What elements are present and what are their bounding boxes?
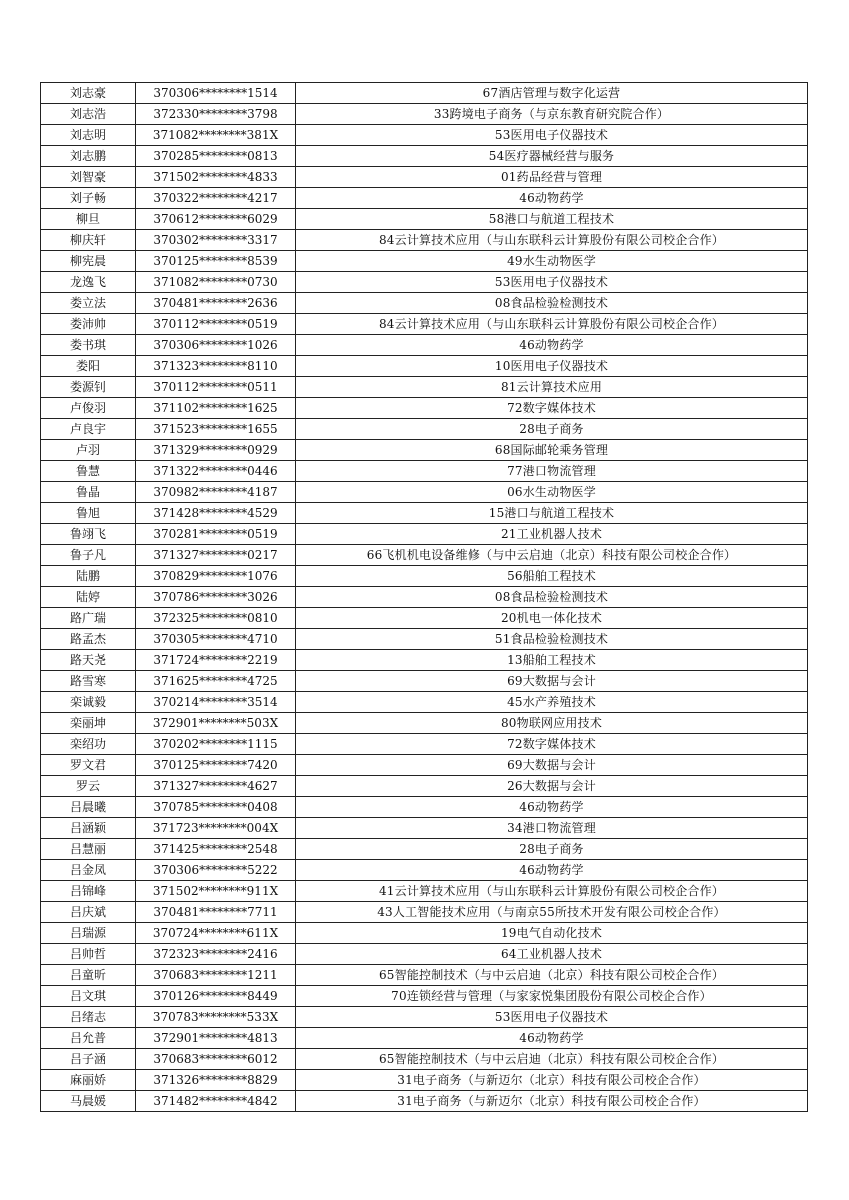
student-name-cell: 柳旦 (41, 209, 136, 230)
id-number-cell: 370285********0813 (136, 146, 296, 167)
table-row (41, 440, 808, 461)
id-number-cell: 370683********1211 (136, 965, 296, 986)
table-row (41, 209, 808, 230)
major-cell: 69大数据与会计 (296, 755, 808, 776)
major-cell: 53医用电子仪器技术 (296, 125, 808, 146)
major-cell: 33跨境电子商务（与京东教育研究院合作） (296, 104, 808, 125)
table-row (41, 1028, 808, 1049)
table-row (41, 881, 808, 902)
table-row (41, 944, 808, 965)
major-cell: 46动物药学 (296, 188, 808, 209)
table-row (41, 923, 808, 944)
id-number-cell: 370306********1026 (136, 335, 296, 356)
table-row (41, 83, 808, 104)
id-number-cell: 371724********2219 (136, 650, 296, 671)
id-number-cell: 371625********4725 (136, 671, 296, 692)
major-cell: 51食品检验检测技术 (296, 629, 808, 650)
major-cell: 01药品经营与管理 (296, 167, 808, 188)
id-number-cell: 371326********8829 (136, 1070, 296, 1091)
id-number-cell: 370724********611X (136, 923, 296, 944)
table-row (41, 167, 808, 188)
major-cell: 49水生动物医学 (296, 251, 808, 272)
id-number-cell: 371082********381X (136, 125, 296, 146)
major-cell: 80物联网应用技术 (296, 713, 808, 734)
major-cell: 72数字媒体技术 (296, 398, 808, 419)
student-name-cell: 柳宪晨 (41, 251, 136, 272)
id-number-cell: 371502********911X (136, 881, 296, 902)
student-name-cell: 刘志浩 (41, 104, 136, 125)
id-number-cell: 370125********8539 (136, 251, 296, 272)
table-row (41, 692, 808, 713)
table-row (41, 713, 808, 734)
id-number-cell: 370126********8449 (136, 986, 296, 1007)
table-row (41, 146, 808, 167)
major-cell: 77港口物流管理 (296, 461, 808, 482)
major-cell: 53医用电子仪器技术 (296, 272, 808, 293)
student-name-cell: 吕庆斌 (41, 902, 136, 923)
student-name-cell: 马晨媛 (41, 1091, 136, 1112)
table-row (41, 293, 808, 314)
major-cell: 06水生动物医学 (296, 482, 808, 503)
id-number-cell: 370202********1115 (136, 734, 296, 755)
table-row (41, 377, 808, 398)
id-number-cell: 372323********2416 (136, 944, 296, 965)
major-cell: 53医用电子仪器技术 (296, 1007, 808, 1028)
student-name-cell: 陆婷 (41, 587, 136, 608)
id-number-cell: 371082********0730 (136, 272, 296, 293)
id-number-cell: 370783********533X (136, 1007, 296, 1028)
table-row (41, 986, 808, 1007)
student-name-cell: 刘智豪 (41, 167, 136, 188)
table-row (41, 482, 808, 503)
student-name-cell: 栾诚毅 (41, 692, 136, 713)
table-row (41, 734, 808, 755)
id-number-cell: 370982********4187 (136, 482, 296, 503)
id-number-cell: 370322********4217 (136, 188, 296, 209)
student-name-cell: 刘志豪 (41, 83, 136, 104)
student-name-cell: 栾丽坤 (41, 713, 136, 734)
table-row (41, 335, 808, 356)
id-number-cell: 370306********1514 (136, 83, 296, 104)
table-row (41, 902, 808, 923)
major-cell: 31电子商务（与新迈尔（北京）科技有限公司校企合作） (296, 1070, 808, 1091)
major-cell: 81云计算技术应用 (296, 377, 808, 398)
table-row (41, 461, 808, 482)
student-name-cell: 鲁慧 (41, 461, 136, 482)
student-name-cell: 娄阳 (41, 356, 136, 377)
student-name-cell: 刘志明 (41, 125, 136, 146)
table-row (41, 1070, 808, 1091)
student-name-cell: 吕晨曦 (41, 797, 136, 818)
id-number-cell: 370481********7711 (136, 902, 296, 923)
student-name-cell: 龙逸飞 (41, 272, 136, 293)
student-name-cell: 栾绍功 (41, 734, 136, 755)
student-name-cell: 吕允普 (41, 1028, 136, 1049)
major-cell: 46动物药学 (296, 797, 808, 818)
major-cell: 56船舶工程技术 (296, 566, 808, 587)
id-number-cell: 370214********3514 (136, 692, 296, 713)
id-number-cell: 371428********4529 (136, 503, 296, 524)
id-number-cell: 371523********1655 (136, 419, 296, 440)
student-name-cell: 鲁旭 (41, 503, 136, 524)
student-name-cell: 卢羽 (41, 440, 136, 461)
id-number-cell: 371329********0929 (136, 440, 296, 461)
table-row (41, 398, 808, 419)
student-name-cell: 陆鹏 (41, 566, 136, 587)
id-number-cell: 370786********3026 (136, 587, 296, 608)
major-cell: 19电气自动化技术 (296, 923, 808, 944)
student-name-cell: 吕慧丽 (41, 839, 136, 860)
id-number-cell: 371482********4842 (136, 1091, 296, 1112)
student-name-cell: 刘志鹏 (41, 146, 136, 167)
major-cell: 84云计算技术应用（与山东联科云计算股份有限公司校企合作） (296, 314, 808, 335)
table-row (41, 1007, 808, 1028)
table-row (41, 650, 808, 671)
major-cell: 46动物药学 (296, 335, 808, 356)
major-cell: 21工业机器人技术 (296, 524, 808, 545)
major-cell: 46动物药学 (296, 860, 808, 881)
id-number-cell: 370112********0511 (136, 377, 296, 398)
table-row (41, 860, 808, 881)
student-name-cell: 吕涵颖 (41, 818, 136, 839)
table-row (41, 965, 808, 986)
major-cell: 68国际邮轮乘务管理 (296, 440, 808, 461)
table-row (41, 797, 808, 818)
student-name-cell: 吕瑞源 (41, 923, 136, 944)
student-name-cell: 路孟杰 (41, 629, 136, 650)
student-name-cell: 吕童昕 (41, 965, 136, 986)
id-number-cell: 370481********2636 (136, 293, 296, 314)
id-number-cell: 371327********0217 (136, 545, 296, 566)
table-row (41, 503, 808, 524)
table-row (41, 524, 808, 545)
table-row (41, 629, 808, 650)
student-name-cell: 柳庆轩 (41, 230, 136, 251)
major-cell: 64工业机器人技术 (296, 944, 808, 965)
major-cell: 20机电一体化技术 (296, 608, 808, 629)
student-name-cell: 鲁晶 (41, 482, 136, 503)
table-row (41, 566, 808, 587)
student-name-cell: 娄立法 (41, 293, 136, 314)
major-cell: 70连锁经营与管理（与家家悦集团股份有限公司校企合作） (296, 986, 808, 1007)
table-row (41, 251, 808, 272)
table-row (41, 545, 808, 566)
table-row (41, 272, 808, 293)
student-name-cell: 吕帅哲 (41, 944, 136, 965)
student-name-cell: 麻丽娇 (41, 1070, 136, 1091)
table-row (41, 608, 808, 629)
table-row (41, 671, 808, 692)
id-number-cell: 370125********7420 (136, 755, 296, 776)
student-name-cell: 吕金凤 (41, 860, 136, 881)
major-cell: 26大数据与会计 (296, 776, 808, 797)
major-cell: 84云计算技术应用（与山东联科云计算股份有限公司校企合作） (296, 230, 808, 251)
major-cell: 13船舶工程技术 (296, 650, 808, 671)
student-name-cell: 娄源钊 (41, 377, 136, 398)
table-row (41, 587, 808, 608)
table-row (41, 776, 808, 797)
id-number-cell: 370612********6029 (136, 209, 296, 230)
student-name-cell: 罗文君 (41, 755, 136, 776)
id-number-cell: 370683********6012 (136, 1049, 296, 1070)
student-name-cell: 卢俊羽 (41, 398, 136, 419)
student-name-cell: 吕子涵 (41, 1049, 136, 1070)
table-row (41, 104, 808, 125)
student-name-cell: 罗云 (41, 776, 136, 797)
id-number-cell: 370281********0519 (136, 524, 296, 545)
table-row (41, 1091, 808, 1112)
major-cell: 66飞机机电设备维修（与中云启迪（北京）科技有限公司校企合作） (296, 545, 808, 566)
id-number-cell: 371323********8110 (136, 356, 296, 377)
major-cell: 08食品检验检测技术 (296, 587, 808, 608)
student-name-cell: 卢良宇 (41, 419, 136, 440)
id-number-cell: 371502********4833 (136, 167, 296, 188)
student-name-cell: 路天尧 (41, 650, 136, 671)
major-cell: 58港口与航道工程技术 (296, 209, 808, 230)
table-row (41, 230, 808, 251)
major-cell: 69大数据与会计 (296, 671, 808, 692)
id-number-cell: 370829********1076 (136, 566, 296, 587)
major-cell: 15港口与航道工程技术 (296, 503, 808, 524)
id-number-cell: 371723********004X (136, 818, 296, 839)
id-number-cell: 371102********1625 (136, 398, 296, 419)
major-cell: 67酒店管理与数字化运营 (296, 83, 808, 104)
student-name-cell: 鲁子凡 (41, 545, 136, 566)
table-row (41, 314, 808, 335)
major-cell: 45水产养殖技术 (296, 692, 808, 713)
major-cell: 34港口物流管理 (296, 818, 808, 839)
major-cell: 41云计算技术应用（与山东联科云计算股份有限公司校企合作） (296, 881, 808, 902)
table-row (41, 818, 808, 839)
id-number-cell: 370302********3317 (136, 230, 296, 251)
student-name-cell: 路广瑞 (41, 608, 136, 629)
major-cell: 65智能控制技术（与中云启迪（北京）科技有限公司校企合作） (296, 1049, 808, 1070)
table-row (41, 1049, 808, 1070)
student-name-cell: 娄沛帅 (41, 314, 136, 335)
major-cell: 43人工智能技术应用（与南京55所技术开发有限公司校企合作） (296, 902, 808, 923)
major-cell: 28电子商务 (296, 839, 808, 860)
table-row (41, 419, 808, 440)
student-name-cell: 路雪寒 (41, 671, 136, 692)
student-name-cell: 吕锦峰 (41, 881, 136, 902)
id-number-cell: 372325********0810 (136, 608, 296, 629)
id-number-cell: 370305********4710 (136, 629, 296, 650)
major-cell: 10医用电子仪器技术 (296, 356, 808, 377)
student-name-cell: 刘子畅 (41, 188, 136, 209)
major-cell: 31电子商务（与新迈尔（北京）科技有限公司校企合作） (296, 1091, 808, 1112)
id-number-cell: 372901********4813 (136, 1028, 296, 1049)
table-row (41, 356, 808, 377)
student-name-cell: 吕绪志 (41, 1007, 136, 1028)
student-name-cell: 娄书琪 (41, 335, 136, 356)
table-row (41, 188, 808, 209)
student-name-cell: 鲁翊飞 (41, 524, 136, 545)
id-number-cell: 370112********0519 (136, 314, 296, 335)
id-number-cell: 371425********2548 (136, 839, 296, 860)
id-number-cell: 370306********5222 (136, 860, 296, 881)
id-number-cell: 370785********0408 (136, 797, 296, 818)
table-row (41, 755, 808, 776)
roster-table (40, 82, 808, 1112)
major-cell: 46动物药学 (296, 1028, 808, 1049)
id-number-cell: 372901********503X (136, 713, 296, 734)
table-row (41, 839, 808, 860)
table-row (41, 125, 808, 146)
id-number-cell: 372330********3798 (136, 104, 296, 125)
major-cell: 28电子商务 (296, 419, 808, 440)
major-cell: 72数字媒体技术 (296, 734, 808, 755)
roster-body (41, 83, 808, 1112)
major-cell: 08食品检验检测技术 (296, 293, 808, 314)
major-cell: 65智能控制技术（与中云启迪（北京）科技有限公司校企合作） (296, 965, 808, 986)
student-name-cell: 吕文琪 (41, 986, 136, 1007)
id-number-cell: 371327********4627 (136, 776, 296, 797)
major-cell: 54医疗器械经营与服务 (296, 146, 808, 167)
id-number-cell: 371322********0446 (136, 461, 296, 482)
